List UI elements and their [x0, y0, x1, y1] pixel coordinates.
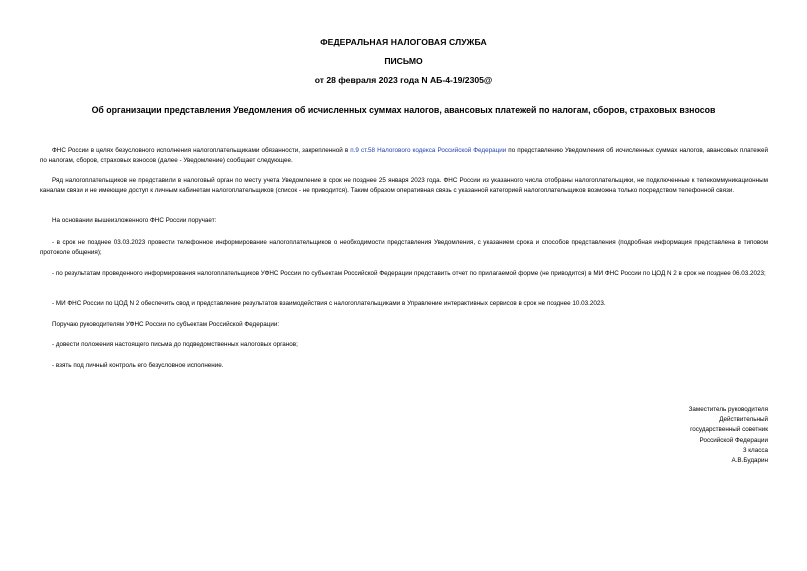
doc-date-number: от 28 февраля 2023 года N АБ-4-19/2305@ — [314, 75, 493, 85]
paragraph-1 — [40, 146, 768, 165]
signature-block — [689, 405, 768, 466]
paragraph-6: - МИ ФНС России по ЦОД N 2 обеспечить свод и представление результатов взаимодействия с налогоплательщиками в Управление интерактивных сервисов в срок не позднее 10.03.2023. — [52, 300, 606, 307]
paragraph-2: Ряд налогоплательщиков не представили в налоговый орган по месту учета Уведомление в срок не позднее 25 января 2023 года. ФНС России из указанного числа отобраны налогоплательщики, не подключенные к телекоммуникационным каналам связи и не имеющие доступ к личным кабинетам налогоплательщиков (список - не приводится). Таким образом оперативная связь с указанной категорией налогоплательщиков возможна только посредством телефонной связи. — [40, 177, 768, 194]
signature-line: государственный советник — [690, 426, 768, 434]
signature-line: 3 класса — [742, 446, 768, 454]
paragraph-3: На основании вышеизложенного ФНС России поручает: — [52, 217, 217, 224]
paragraph-5: - по результатам проведенного информирования налогоплательщиков УФНС России по субъектам Российской Федерации представить отчет по прилагаемой форме (не приводится) в МИ ФНС России по ЦОД N 2 в срок не позднее 06.03.2023; — [52, 270, 766, 277]
paragraph-1-after-text: по представлению Уведомления об исчисленных суммах налогов, авансовых платежей по налогам, сборов, страховых взносов (далее - Уведомление) сообщает следующее. — [40, 147, 768, 164]
signature-line: Действительный — [719, 416, 768, 424]
signature-line: Заместитель руководителя — [688, 406, 768, 413]
agency-title: ФЕДЕРАЛЬНАЯ НАЛОГОВАЯ СЛУЖБА — [320, 37, 487, 47]
doc-type: ПИСЬМО — [384, 56, 423, 66]
doc-subject: Об организации представления Уведомления об исчисленных суммах налогов, авансовых платежей по налогам, сборов, страховых взносов — [91, 105, 716, 115]
paragraph-8: - довести положения настоящего письма до подведомственных налоговых органов; — [52, 341, 298, 348]
paragraph-4: - в срок не позднее 03.03.2023 провести телефонное информирование налогоплательщиков о необходимости представления Уведомления, с указанием срока и способов представления (подробная информация представлена в типовом протоколе общения); — [40, 239, 768, 256]
signature-line: Российской Федерации — [699, 436, 768, 444]
paragraph-7: Поручаю руководителям УФНС России по субъектам Российской Федерации: — [52, 321, 280, 328]
paragraph-1-before-text: ФНС России в целях безусловного исполнения налогоплательщиками обязанности, закрепленной в — [52, 147, 351, 154]
paragraph-9: - взять под личный контроль его безусловное исполнение. — [52, 362, 224, 369]
signature-name: А.В.Бударин — [731, 457, 768, 465]
tax-code-link[interactable]: п.9 ст.58 Налогового кодекса Российской Федерации — [350, 147, 507, 154]
